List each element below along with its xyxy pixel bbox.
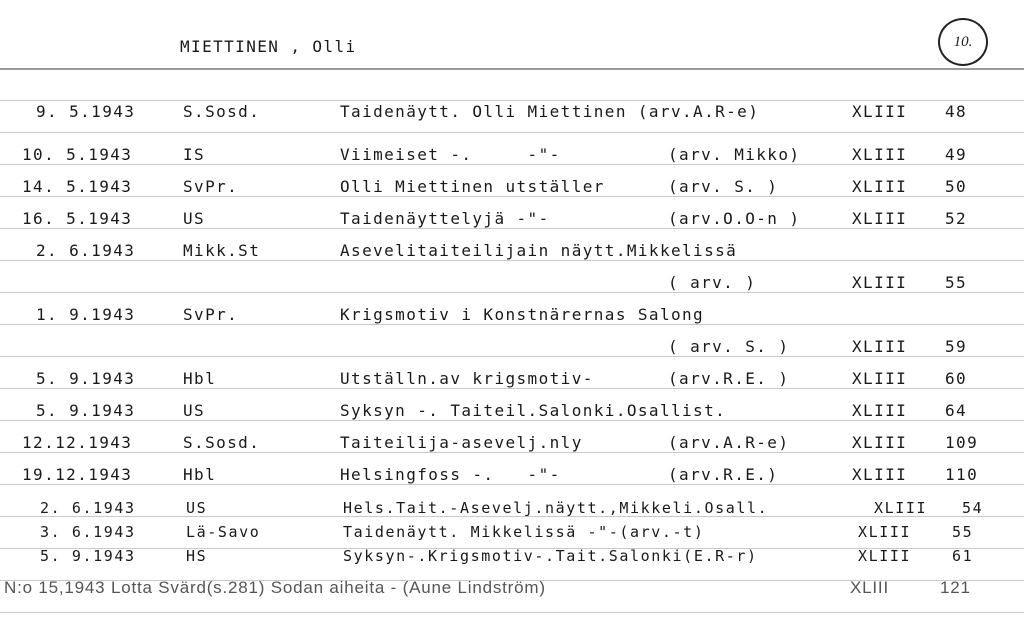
- entry-date: 16. 5.1943: [22, 209, 133, 228]
- entry-volume: XLIII: [852, 401, 908, 420]
- entry-source: Lä-Savo: [186, 523, 261, 541]
- entry-reviewer: (arv. Mikko): [668, 145, 801, 164]
- entry-source: Hbl: [183, 369, 217, 388]
- entry-page: 49: [945, 145, 968, 164]
- entry-source: Hbl: [183, 465, 217, 484]
- entry-title: Viimeiset -. -"-: [340, 145, 561, 164]
- entry-volume: XLIII: [852, 273, 908, 292]
- entry-title: Olli Miettinen utställer: [340, 177, 605, 196]
- entry-source: S.Sosd.: [183, 433, 261, 452]
- entry-volume: XLIII: [852, 145, 908, 164]
- entry-source: IS: [183, 145, 206, 164]
- entry-page: 60: [945, 369, 968, 388]
- entry-page: 110: [945, 465, 979, 484]
- entry-reviewer: (arv. S. ): [668, 177, 779, 196]
- entry-volume: XLIII: [852, 177, 908, 196]
- entry-reviewer: (arv.R.E.): [668, 465, 779, 484]
- entry-source: S.Sosd.: [183, 102, 261, 121]
- entry-page: 109: [945, 433, 979, 452]
- page-number: 10.: [953, 33, 973, 50]
- entry-volume: XLIII: [852, 369, 908, 388]
- entry-reviewer: (arv.A.R-e): [668, 433, 790, 452]
- entry-date: 5. 9.1943: [36, 401, 136, 420]
- entry-page: 61: [952, 547, 974, 565]
- page-number-circle: [938, 18, 988, 66]
- ruled-line: [0, 100, 1024, 101]
- entry-page: 55: [945, 273, 968, 292]
- entry-source: HS: [186, 547, 208, 565]
- entry-page: 64: [945, 401, 968, 420]
- entry-date: 10. 5.1943: [22, 145, 133, 164]
- entry-date: 14. 5.1943: [22, 177, 133, 196]
- entry-source: SvPr.: [183, 177, 239, 196]
- entry-title: Taidenäytt. Olli Miettinen (arv.A.R-e): [340, 102, 760, 121]
- entry-title: N:o 15,1943 Lotta Svärd(s.281) Sodan aiheita - (Aune Lindström): [4, 578, 546, 597]
- entry-title: Utställn.av krigsmotiv-: [340, 369, 594, 388]
- entry-title: Syksyn -. Taiteil.Salonki.Osallist.: [340, 401, 727, 420]
- entry-date: 12.12.1943: [22, 433, 133, 452]
- entry-date: 9. 5.1943: [36, 102, 136, 121]
- entry-title: Helsingfoss -. -"-: [340, 465, 561, 484]
- entry-reviewer: ( arv. ): [668, 273, 757, 292]
- entry-volume: XLIII: [852, 102, 908, 121]
- entry-page: 52: [945, 209, 968, 228]
- entry-title: Hels.Tait.-Asevelj.näytt.,Mikkeli.Osall.: [343, 499, 769, 517]
- entry-date: 2. 6.1943: [40, 499, 136, 517]
- entry-volume: XLIII: [852, 337, 908, 356]
- entry-source: SvPr.: [183, 305, 239, 324]
- entry-source: Mikk.St: [183, 241, 261, 260]
- entry-reviewer: (arv.O.O-n ): [668, 209, 801, 228]
- entry-volume: XLIII: [852, 465, 908, 484]
- entry-title: Asevelitaiteilijain näytt.Mikkelissä: [340, 241, 738, 260]
- entry-title: Taidenäyttelyjä -"-: [340, 209, 550, 228]
- entry-title: Krigsmotiv i Konstnärernas Salong: [340, 305, 705, 324]
- entry-page: 121: [940, 578, 971, 597]
- entry-title: Syksyn-.Krigsmotiv-.Tait.Salonki(E.R-r): [343, 547, 758, 565]
- entry-date: 2. 6.1943: [36, 241, 136, 260]
- entry-date: 19.12.1943: [22, 465, 133, 484]
- entry-reviewer: (arv.R.E. ): [668, 369, 790, 388]
- card-name: MIETTINEN , Olli: [180, 37, 357, 56]
- entry-title: Taiteilija-asevelj.nly: [340, 433, 583, 452]
- entry-date: 5. 9.1943: [40, 547, 136, 565]
- ruled-line: [0, 612, 1024, 613]
- entry-page: 55: [952, 523, 974, 541]
- entry-date: 5. 9.1943: [36, 369, 136, 388]
- entry-source: US: [186, 499, 208, 517]
- header-rule: [0, 68, 1024, 70]
- ruled-line: [0, 132, 1024, 133]
- entry-date: 3. 6.1943: [40, 523, 136, 541]
- entry-volume: XLIII: [852, 209, 908, 228]
- entry-source: US: [183, 401, 206, 420]
- entry-page: 54: [962, 499, 984, 517]
- entry-volume: XLIII: [858, 523, 912, 541]
- entry-date: 1. 9.1943: [36, 305, 136, 324]
- entry-volume: XLIII: [850, 578, 889, 597]
- entry-reviewer: ( arv. S. ): [668, 337, 790, 356]
- entry-volume: XLIII: [852, 433, 908, 452]
- entry-page: 59: [945, 337, 968, 356]
- entry-title: Taidenäytt. Mikkelissä -"-(arv.-t): [343, 523, 705, 541]
- entry-page: 50: [945, 177, 968, 196]
- entry-source: US: [183, 209, 206, 228]
- entry-volume: XLIII: [858, 547, 912, 565]
- entry-page: 48: [945, 102, 968, 121]
- entry-volume: XLIII: [874, 499, 928, 517]
